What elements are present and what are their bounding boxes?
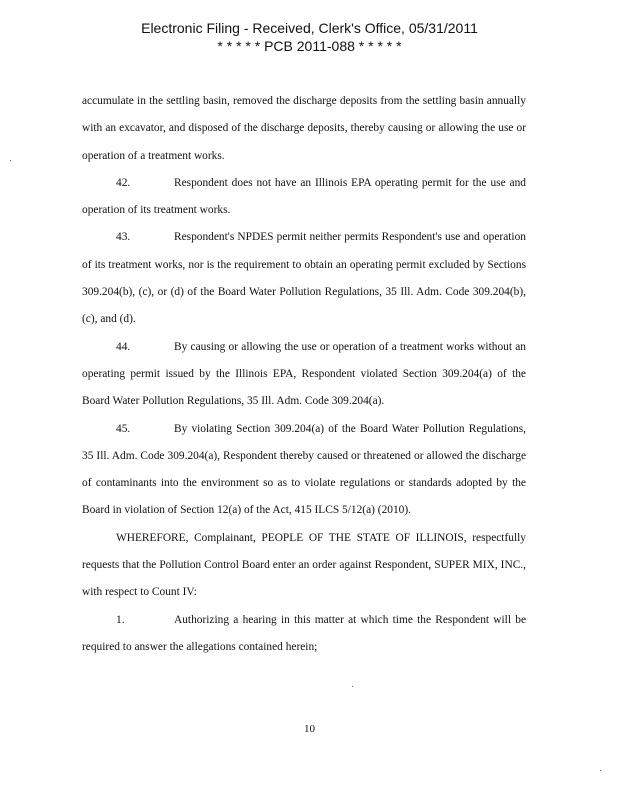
relief-item-1 [82,607,526,662]
item-number: 1. [116,613,125,626]
filing-header-line2: * * * * * PCB 2011-088 * * * * * [217,38,402,54]
wherefore-paragraph: WHEREFORE, Complainant, PEOPLE OF THE STATE OF ILLINOIS, respectfully requests that the Pollution Control Board enter an order against Respondent, SUPER MIX, INC., with respect to Count IV: [82,531,526,599]
paragraph-44 [82,334,526,416]
paragraph-number: 45. [116,422,131,435]
paragraph-number: 44. [116,340,131,353]
scan-speck [10,160,11,161]
paragraph-42 [82,170,526,225]
page-number: 10 [304,723,315,735]
paragraph-text: By violating Section 309.204(a) of the Board Water Pollution Regulations, 35 Ill. Adm. Code 309.204(a), Respondent thereby caused or threatened or allowed the discharge of contaminants into the environment so as to violate regulations or standards adopted by the Board in violation of Section 12(a) of the Act, 415 ILCS 5/12(a) (2010). [82,422,526,517]
paragraph-number: 42. [116,176,131,189]
paragraph-43 [82,224,526,333]
paragraph-text: Respondent's NPDES permit neither permits Respondent's use and operation of its treatment works, nor is the requirement to obtain an operating permit excluded by Sections 309.204(b), (c), or (d) of the Board Water Pollution Regulations, 35 Ill. Adm. Code 309.204(b), (c), and (d). [82,231,526,326]
scan-speck [352,686,353,687]
paragraph-continued: accumulate in the settling basin, removed the discharge deposits from the settling basin annually with an excavator, and disposed of the discharge deposits, thereby causing or allowing the use or operation of a treatment works. [82,95,526,162]
filing-header-line1: Electronic Filing - Received, Clerk's Office, 05/31/2011 [141,20,478,36]
document-body [82,88,526,661]
paragraph-text: By causing or allowing the use or operation of a treatment works without an operating permit issued by the Illinois EPA, Respondent violated Section 309.204(a) of the Board Water Pollution Regulations, 35 Ill. Adm. Code 309.204(a). [82,340,526,408]
item-text: Authorizing a hearing in this matter at which time the Respondent will be required to answer the allegations contained herein; [82,613,526,653]
paragraph-45 [82,416,526,525]
paragraph-number: 43. [116,231,131,244]
scan-speck [600,770,601,771]
paragraph-text: Respondent does not have an Illinois EPA operating permit for the use and operation of its treatment works. [82,176,526,217]
